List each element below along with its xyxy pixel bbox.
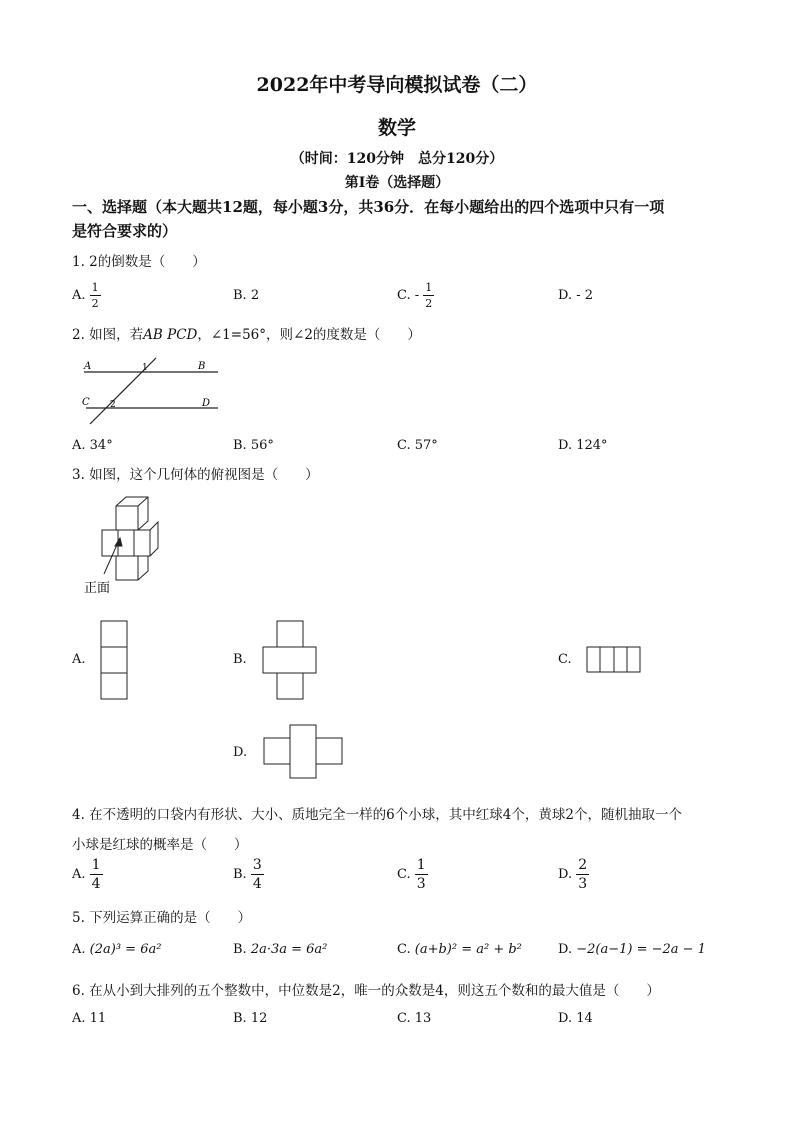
q5-option-a[interactable]: A. (2a)³ = 6a² xyxy=(72,942,162,957)
q4-option-a[interactable]: A. $\frac{1}{4}$ xyxy=(72,857,101,892)
q4-a-fraction: $\frac{1}{4}$ xyxy=(91,857,101,892)
q5-stem: 5. 下列运算正确的是（ ） xyxy=(72,910,252,926)
q3-option-c-label[interactable]: C. xyxy=(558,652,572,667)
q3-option-a-shape[interactable] xyxy=(100,620,130,700)
q2-option-d[interactable]: D. 124° xyxy=(558,438,608,453)
q1-option-a[interactable] xyxy=(72,282,101,309)
q1-c-label: C. - xyxy=(397,288,420,303)
q4-b-fraction: $\frac{3}{4}$ xyxy=(252,857,262,892)
q2-label-c: C xyxy=(82,397,90,408)
section-heading-line1: 一、选择题（本大题共12题，每小题3分，共36分．在每小题给出的四个选项中只有一项 xyxy=(72,198,665,216)
q5-a-expr: (2a)³ = 6a² xyxy=(89,942,162,957)
q1-stem: 1. 2的倒数是（ ） xyxy=(72,254,206,270)
q4-d-fraction: $\frac{2}{3}$ xyxy=(578,857,588,892)
q2-option-a[interactable]: A. 34° xyxy=(72,438,113,453)
q2-stem: 2. 如图，若AB PCD，∠1=56°，则∠2的度数是（ ） xyxy=(72,327,421,343)
q5-option-c[interactable]: C. (a+b)² = a² + b² xyxy=(397,942,522,957)
q2-parallel-lines-figure xyxy=(78,356,224,426)
q2-option-c[interactable]: C. 57° xyxy=(397,438,438,453)
q3-option-b-shape[interactable] xyxy=(262,620,318,700)
q6-option-d[interactable]: D. 14 xyxy=(558,1011,593,1026)
section-heading-line2: 是符合要求的） xyxy=(72,222,178,240)
q3-option-a-label[interactable]: A. xyxy=(72,652,86,667)
q5-d-expr: −2(a−1) = −2a − 1 xyxy=(576,942,706,957)
q6-option-b[interactable]: B. 12 xyxy=(233,1011,268,1026)
q5-b-expr: 2a·3a = 6a² xyxy=(250,942,328,957)
q2-label-d: D xyxy=(202,398,211,409)
subject-title: 数学 xyxy=(377,117,416,139)
q2-label-2: 2 xyxy=(110,400,116,410)
q3-front-label: 正面 xyxy=(84,580,111,594)
q2-label-1: 1 xyxy=(142,363,148,373)
q1-option-d[interactable]: D. - 2 xyxy=(558,288,594,303)
q3-option-d-label[interactable]: D. xyxy=(233,745,248,760)
q2-option-b[interactable]: B. 56° xyxy=(233,438,274,453)
q4-stem-line2: 小球是红球的概率是（ ） xyxy=(72,837,248,853)
q3-option-d-shape[interactable] xyxy=(262,724,346,780)
exam-meta: （时间：120分钟 总分120分） xyxy=(290,151,504,167)
exam-title: 2022年中考导向模拟试卷（二） xyxy=(256,74,538,96)
q4-option-d[interactable]: D. $\frac{2}{3}$ xyxy=(558,857,588,892)
q1-a-label: A. xyxy=(72,288,86,303)
q5-option-b[interactable]: B. 2a·3a = 6a² xyxy=(233,942,328,957)
q4-stem-line1: 4. 在不透明的口袋内有形状、大小、质地完全一样的6个小球，其中红球4个，黄球2个，随机抽取一个 xyxy=(72,807,682,823)
q3-option-c-shape[interactable] xyxy=(586,646,642,674)
q4-option-c[interactable]: C. $\frac{1}{3}$ xyxy=(397,857,426,892)
q5-option-d[interactable]: D. −2(a−1) = −2a − 1 xyxy=(558,942,706,957)
q6-stem: 6. 在从小到大排列的五个整数中，中位数是2，唯一的众数是4，则这五个数和的最大值是（ ） xyxy=(72,983,660,999)
q4-c-fraction: $\frac{1}{3}$ xyxy=(416,857,426,892)
q4-option-b[interactable]: B. $\frac{3}{4}$ xyxy=(233,857,262,892)
q5-c-expr: (a+b)² = a² + b² xyxy=(414,942,522,957)
q2-label-a: A xyxy=(84,361,92,372)
q3-solid-figure xyxy=(82,494,172,594)
q3-stem: 3. 如图，这个几何体的俯视图是（ ） xyxy=(72,467,319,483)
q2-label-b: B xyxy=(198,361,206,372)
q3-option-b-label[interactable]: B. xyxy=(233,652,247,667)
q1-option-c[interactable] xyxy=(397,282,434,309)
q1-option-b[interactable]: B. 2 xyxy=(233,288,260,303)
q6-option-c[interactable]: C. 13 xyxy=(397,1011,432,1026)
volume-title: 第Ⅰ卷（选择题） xyxy=(344,175,450,191)
q6-option-a[interactable]: A. 11 xyxy=(72,1011,107,1026)
q1-c-fraction: $\frac{1}{2}$ xyxy=(425,281,433,310)
q1-a-fraction: $\frac{1}{2}$ xyxy=(91,281,99,310)
q2-stem-math: AB PCD xyxy=(143,327,198,343)
